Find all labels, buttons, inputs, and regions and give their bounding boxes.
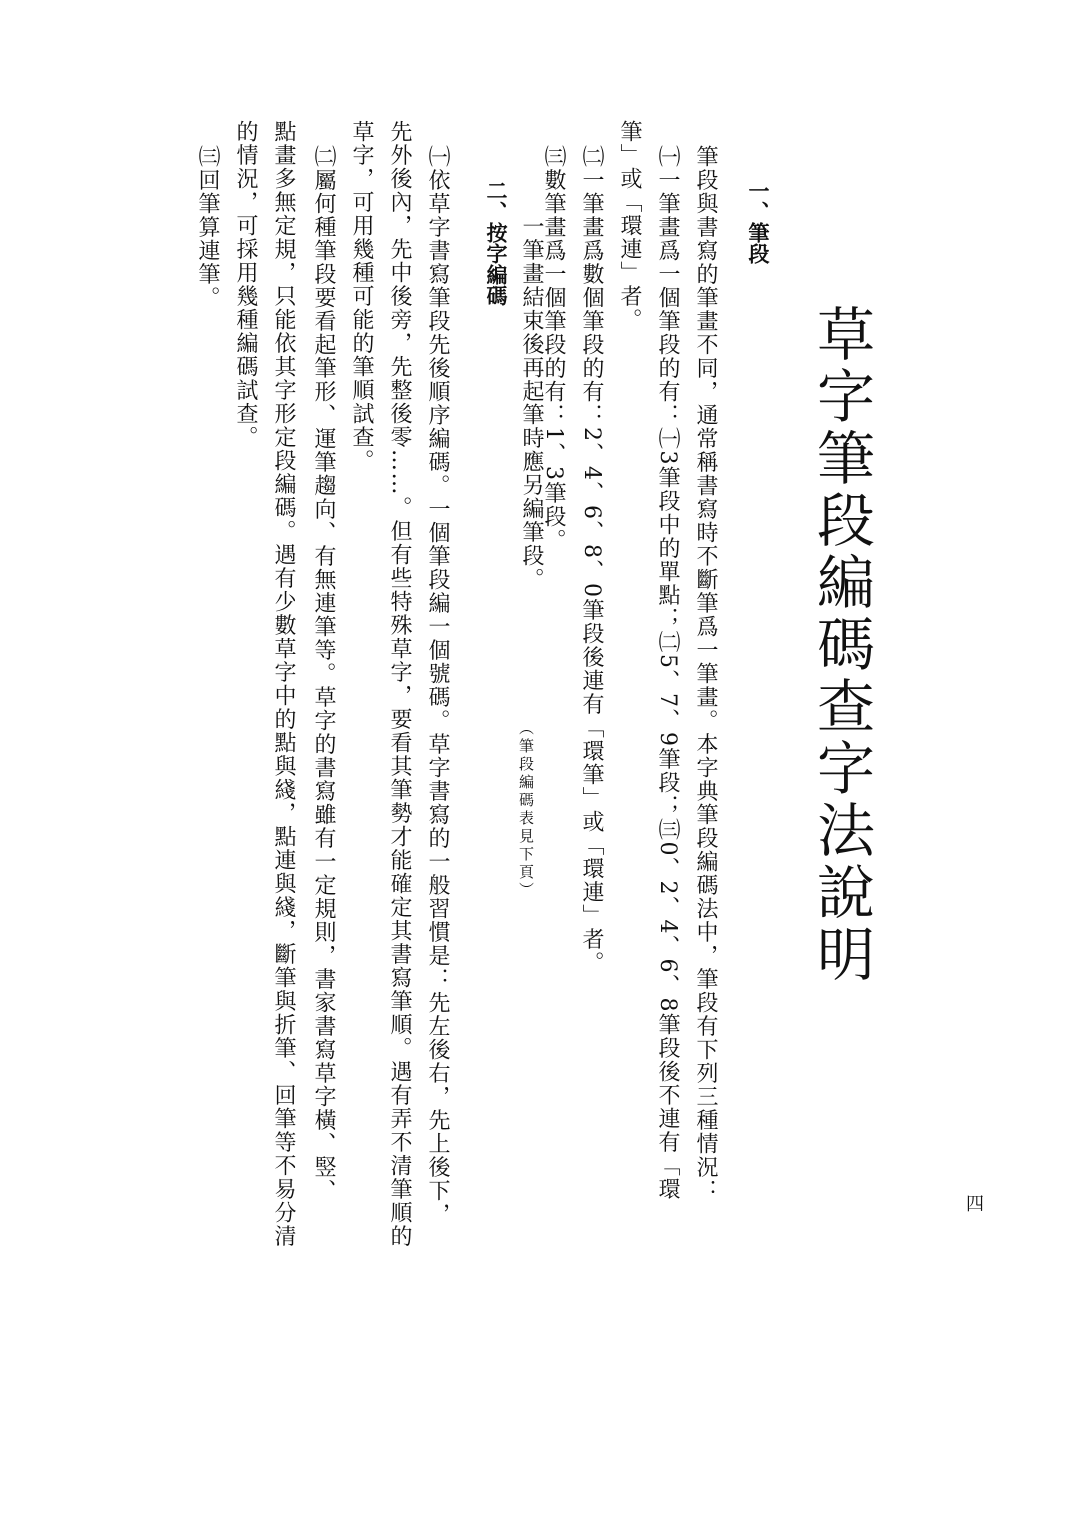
section-1-closing: 一筆畫結束後再起筆時應另編筆段。: [519, 215, 544, 591]
section-2-item-2-continued-a: 點畫多無定規，只能依其字形定段編碼。遇有少數草字中的點與綫，點連與綫，斷筆與折筆、回筆等不易分清: [271, 120, 296, 1248]
section-2-item-2: ㈡屬何種筆段要看起筆形、運筆趨向、有無連筆等。草字的書寫雖有一定規則，書家書寫草字橫、竪、: [311, 145, 336, 1203]
section-1-intro: 筆段與書寫的筆畫不同，通常稱書寫時不斷筆爲一筆畫。本字典筆段編碼法中，筆段有下列三種情況：: [693, 145, 718, 1203]
section-2-item-3: ㈢回筆算連筆。: [195, 145, 220, 310]
section-2-item-1-continued-a: 先外後內，先中後旁，先整後零……。但有些特殊草字，要看其筆勢才能確定其書寫筆順。遇有弄不清筆順的: [387, 120, 412, 1248]
section-1-item-1-continued: 筆」或「環連」者。: [617, 120, 642, 332]
section-1-note: （筆段編碼表見下頁）: [517, 720, 535, 900]
section-2-item-2-continued-b: 的情況，可採用幾種編碼試查。: [233, 120, 258, 449]
section-2-item-1-continued-b: 草字，可用幾種可能的筆順試查。: [349, 120, 374, 473]
section-2-heading: 二、按字編碼: [484, 180, 509, 306]
page-title: 草字筆段編碼查字法說明: [807, 304, 875, 986]
page-number: 四: [966, 1194, 984, 1215]
section-1-item-3: ㈢數筆畫爲一個筆段的有：1、3筆段。: [541, 145, 566, 552]
section-1-item-2: ㈡一筆畫爲數個筆段的有：2、4、6、8、0筆段後連有「環筆」或「環連」者。: [579, 145, 604, 975]
section-2-item-1: ㈠依草字書寫筆段先後順序編碼。一個筆段編一個號碼。草字書寫的一般習慣是：先左後右，先上後下，: [425, 145, 450, 1226]
section-1-heading: 一、筆段: [746, 180, 771, 264]
section-1-item-1: ㈠一筆畫爲一個筆段的有：㈠3筆段中的單點；㈡5、7、9筆段；㈢0、2、4、6、8筆段後不連有「環: [655, 145, 680, 1201]
